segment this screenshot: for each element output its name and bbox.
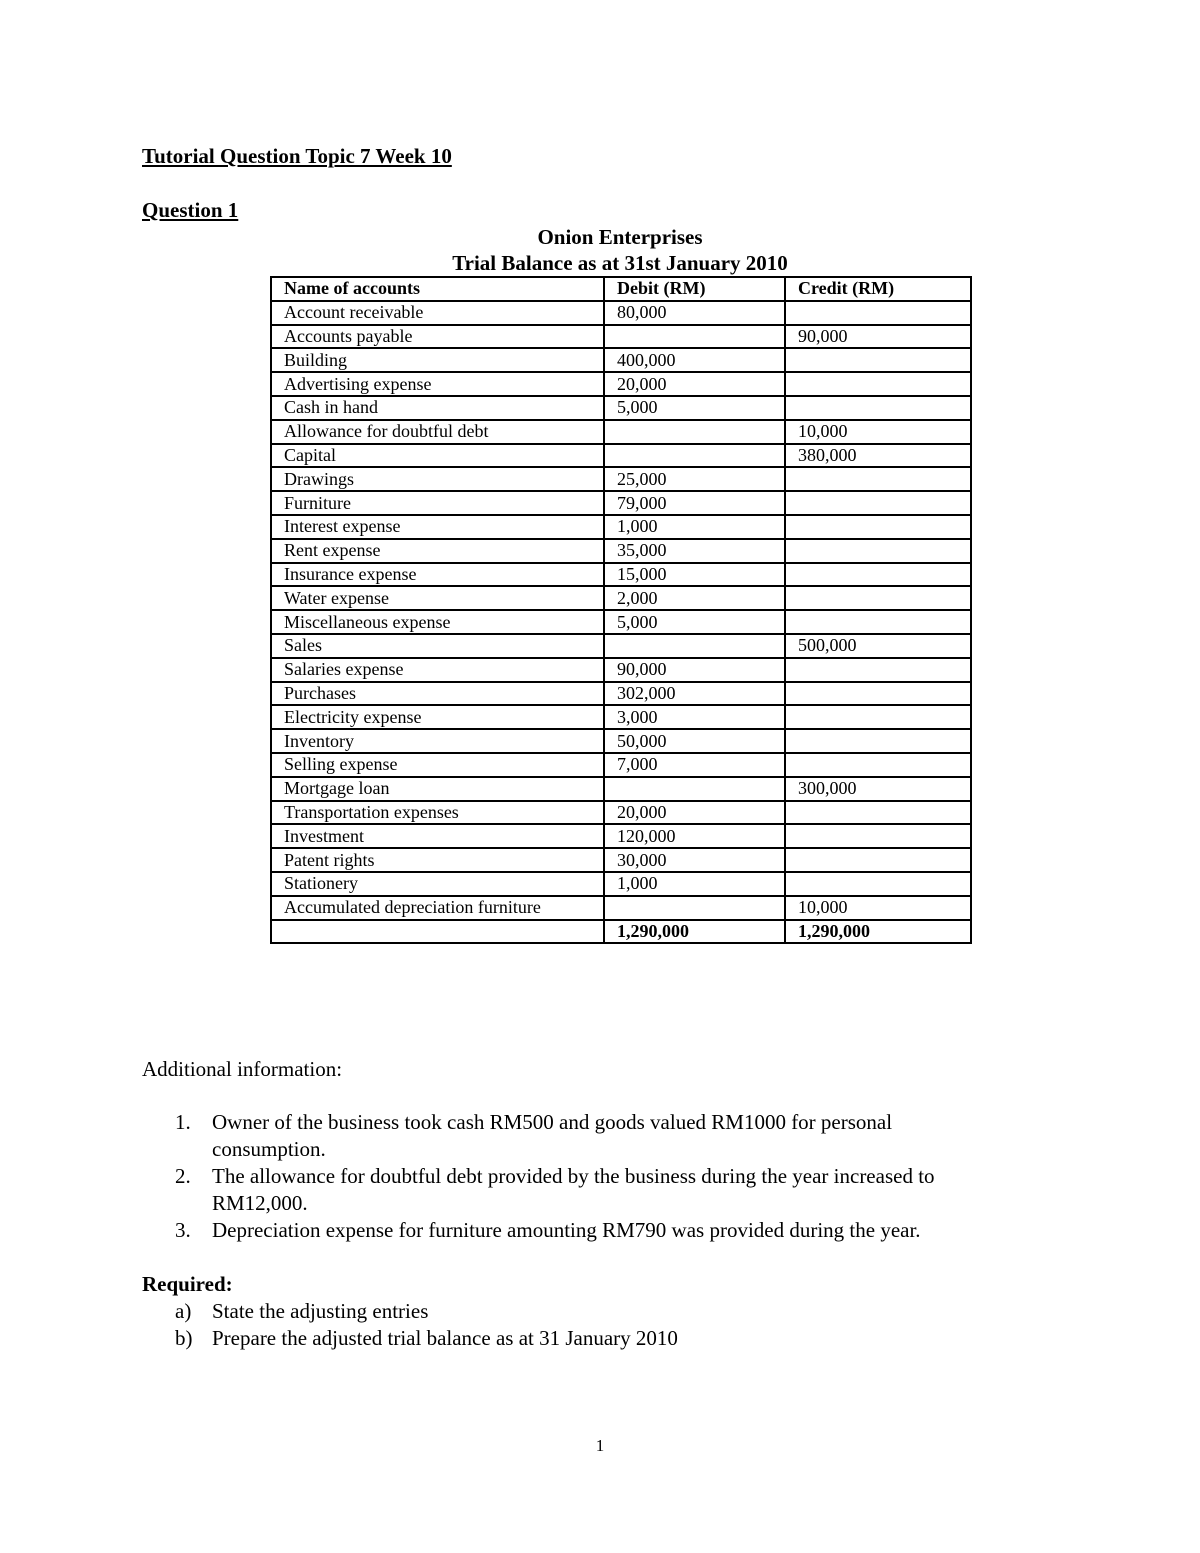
list-text-line: Depreciation expense for furniture amounting RM790 was provided during the year.: [212, 1218, 921, 1242]
debit-cell: 30,000: [604, 848, 785, 872]
table-row: [271, 777, 971, 801]
table-header-row: [271, 277, 971, 301]
table-row: [271, 586, 971, 610]
debit-cell: 120,000: [604, 824, 785, 848]
table-row: [271, 848, 971, 872]
debit-cell: 5,000: [604, 610, 785, 634]
credit-cell: [785, 586, 971, 610]
account-name-cell: Accumulated depreciation furniture: [271, 896, 604, 920]
table-row: [271, 658, 971, 682]
credit-cell: [785, 467, 971, 491]
list-text-line: RM12,000.: [212, 1191, 308, 1215]
page-number: 1: [595, 1436, 605, 1455]
debit-cell: 20,000: [604, 372, 785, 396]
account-name-cell: Patent rights: [271, 848, 604, 872]
account-name-cell: Selling expense: [271, 753, 604, 777]
credit-cell: [785, 563, 971, 587]
list-number: 3.: [175, 1218, 191, 1242]
account-name-cell: Interest expense: [271, 515, 604, 539]
credit-cell: [785, 658, 971, 682]
credit-cell: [785, 610, 971, 634]
debit-cell: [604, 896, 785, 920]
required-label: Required:: [142, 1272, 233, 1296]
table-row: [271, 420, 971, 444]
list-text: State the adjusting entries: [212, 1299, 429, 1323]
credit-cell: [785, 372, 971, 396]
credit-cell: 380,000: [785, 444, 971, 468]
credit-cell: [785, 729, 971, 753]
account-name-cell: [271, 920, 604, 944]
account-name-cell: Transportation expenses: [271, 801, 604, 825]
account-name-cell: Capital: [271, 444, 604, 468]
credit-cell: [785, 491, 971, 515]
list-text: Prepare the adjusted trial balance as at 31 January 2010: [212, 1326, 678, 1350]
credit-cell: [785, 824, 971, 848]
credit-cell: [785, 682, 971, 706]
debit-cell: 1,290,000: [604, 920, 785, 944]
account-name-cell: Inventory: [271, 729, 604, 753]
header-name-of-accounts: Name of accounts: [271, 277, 604, 301]
debit-cell: 15,000: [604, 563, 785, 587]
credit-cell: 10,000: [785, 420, 971, 444]
header-credit: Credit (RM): [785, 277, 971, 301]
debit-cell: 35,000: [604, 539, 785, 563]
account-name-cell: Insurance expense: [271, 563, 604, 587]
table-row: [271, 872, 971, 896]
table-row: [271, 563, 971, 587]
account-name-cell: Investment: [271, 824, 604, 848]
account-name-cell: Mortgage loan: [271, 777, 604, 801]
debit-cell: 7,000: [604, 753, 785, 777]
debit-cell: 79,000: [604, 491, 785, 515]
credit-cell: [785, 515, 971, 539]
document-title: Tutorial Question Topic 7 Week 10: [142, 144, 452, 168]
account-name-cell: Miscellaneous expense: [271, 610, 604, 634]
list-letter: a): [175, 1299, 192, 1323]
account-name-cell: Accounts payable: [271, 325, 604, 349]
trial-balance-table: [270, 276, 972, 944]
debit-cell: 3,000: [604, 705, 785, 729]
account-name-cell: Allowance for doubtful debt: [271, 420, 604, 444]
table-total-row: [271, 920, 971, 944]
statement-title: Trial Balance as at 31st January 2010: [452, 251, 788, 275]
list-text-line: The allowance for doubtful debt provided by the business during the year increased to: [212, 1164, 935, 1188]
table-row: [271, 682, 971, 706]
list-number: 1.: [175, 1110, 191, 1134]
credit-cell: [785, 753, 971, 777]
table-row: [271, 896, 971, 920]
table-row: [271, 325, 971, 349]
list-letter: b): [175, 1326, 193, 1350]
table-row: [271, 634, 971, 658]
table-row: [271, 301, 971, 325]
debit-cell: 1,000: [604, 515, 785, 539]
account-name-cell: Advertising expense: [271, 372, 604, 396]
debit-cell: [604, 777, 785, 801]
account-name-cell: Sales: [271, 634, 604, 658]
credit-cell: [785, 872, 971, 896]
list-number: 2.: [175, 1164, 191, 1188]
account-name-cell: Cash in hand: [271, 396, 604, 420]
additional-info-label: Additional information:: [142, 1057, 343, 1081]
account-name-cell: Purchases: [271, 682, 604, 706]
company-name: Onion Enterprises: [537, 225, 703, 249]
table-row: [271, 610, 971, 634]
debit-cell: 25,000: [604, 467, 785, 491]
account-name-cell: Salaries expense: [271, 658, 604, 682]
debit-cell: 5,000: [604, 396, 785, 420]
table-row: [271, 729, 971, 753]
table-row: [271, 539, 971, 563]
table-row: [271, 705, 971, 729]
debit-cell: 50,000: [604, 729, 785, 753]
debit-cell: [604, 325, 785, 349]
account-name-cell: Account receivable: [271, 301, 604, 325]
table-row: [271, 372, 971, 396]
debit-cell: 80,000: [604, 301, 785, 325]
table-row: [271, 753, 971, 777]
credit-cell: 10,000: [785, 896, 971, 920]
debit-cell: [604, 444, 785, 468]
credit-cell: 300,000: [785, 777, 971, 801]
credit-cell: [785, 848, 971, 872]
credit-cell: [785, 348, 971, 372]
debit-cell: 90,000: [604, 658, 785, 682]
debit-cell: 302,000: [604, 682, 785, 706]
credit-cell: 500,000: [785, 634, 971, 658]
account-name-cell: Building: [271, 348, 604, 372]
table-row: [271, 444, 971, 468]
table-row: [271, 491, 971, 515]
table-row: [271, 824, 971, 848]
credit-cell: [785, 801, 971, 825]
debit-cell: [604, 420, 785, 444]
account-name-cell: Rent expense: [271, 539, 604, 563]
credit-cell: [785, 301, 971, 325]
debit-cell: 2,000: [604, 586, 785, 610]
credit-cell: 1,290,000: [785, 920, 971, 944]
table-row: [271, 467, 971, 491]
list-text-line: Owner of the business took cash RM500 and goods valued RM1000 for personal: [212, 1110, 893, 1134]
credit-cell: [785, 396, 971, 420]
header-debit: Debit (RM): [604, 277, 785, 301]
table-row: [271, 396, 971, 420]
debit-cell: 20,000: [604, 801, 785, 825]
credit-cell: [785, 705, 971, 729]
list-text-line: consumption.: [212, 1137, 326, 1161]
account-name-cell: Drawings: [271, 467, 604, 491]
credit-cell: [785, 539, 971, 563]
account-name-cell: Furniture: [271, 491, 604, 515]
table-row: [271, 801, 971, 825]
question-label: Question 1: [142, 198, 239, 222]
debit-cell: 400,000: [604, 348, 785, 372]
account-name-cell: Electricity expense: [271, 705, 604, 729]
table-row: [271, 348, 971, 372]
debit-cell: [604, 634, 785, 658]
table-row: [271, 515, 971, 539]
debit-cell: 1,000: [604, 872, 785, 896]
account-name-cell: Stationery: [271, 872, 604, 896]
account-name-cell: Water expense: [271, 586, 604, 610]
credit-cell: 90,000: [785, 325, 971, 349]
